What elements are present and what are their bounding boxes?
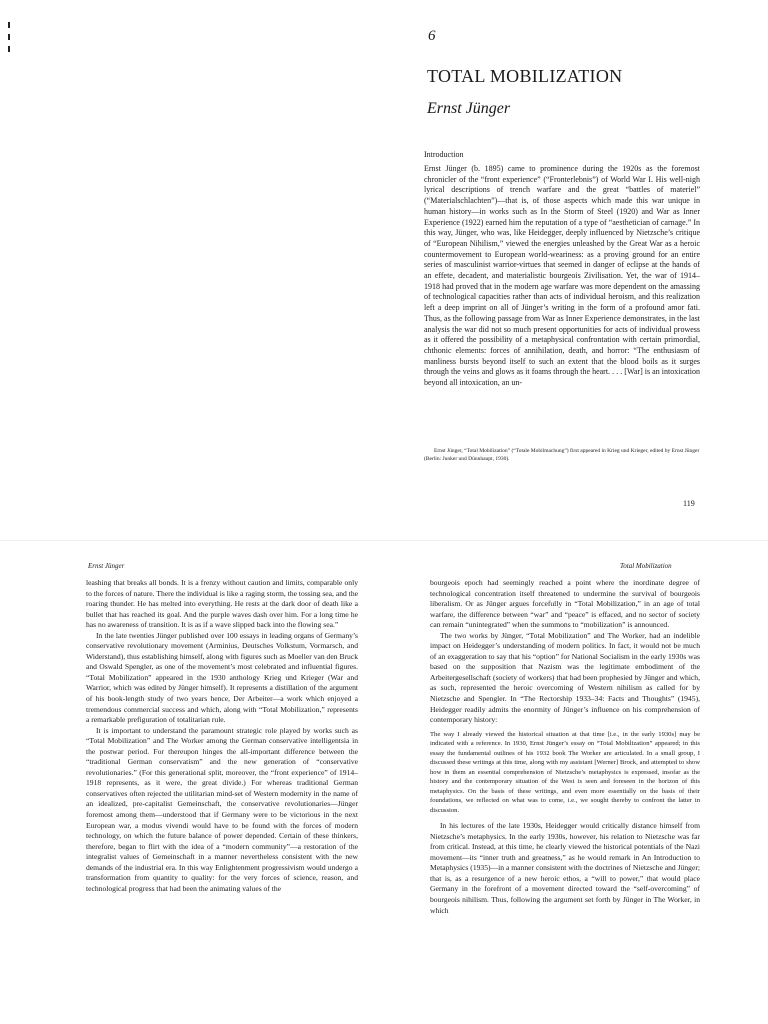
bottom-spread [0, 540, 768, 1024]
intro-body [424, 164, 700, 389]
page-number: 119 [683, 499, 695, 508]
footnote: Ernst Jünger, “Total Mobilization” (“Totale Mobilmachung”) first appeared in Krieg und Krieger, edited by Ernst Jünger (Berlin: Junker und Dünnhaupt, 1930). [424, 448, 700, 462]
running-head-right: Total Mobilization [620, 562, 672, 570]
intro-paragraph: Ernst Jünger (b. 1895) came to prominence during the 1920s as the foremost chronicler of the “front experience” (“Fronterlebnis”) of World War I. His well-nigh lyrical descriptions of trench warfare and the great “battles of materiel” (“Materialschlachten”)—that is, of those aspects which made this war unique in human history—in works such as In the Storm of Steel (1920) and War as Inner Experience (1922) earned him the reputation of a type of “aesthetician of carnage.” In this way, Jünger, who was, like Heidegger, deeply influenced by Nietzsche’s critique of “European Nihilism,” viewed the energies unleashed by the Great War as a heroic countermovement to European world-weariness: as a proving ground for an entire series of masculinist warrior-virtues that seemed in danger of eclipse at the hands of an effete, decadent, and materialistic bourgeois Zivilisation. Yet, the war of 1914–1918 had proved that in the modern age warfare was more dependent on the amassing of technological capacities rather than acts of individual heroism, and this realization left a deep imprint on all of Jünger’s writing in the form of a profound amor fati. Thus, as the following passage from War as Inner Experience demonstrates, in the last analysis the war did not so much present opportunities for acts of individual prowess as it offered the possibility of a metaphysical confrontation with certain primordial, chthonic elements: forces of annihilation, death, and horror: “The enthusiasm of manliness bursts beyond itself to such an extent that the blood boils as it surges through the veins and glows as it foams through the heart. . . . [War] is an intoxication beyond all intoxication, an un- [424, 164, 700, 388]
chapter-author: Ernst Jünger [427, 100, 511, 117]
right-page-body [430, 578, 700, 916]
running-head-left: Ernst Jünger [88, 562, 125, 570]
body-paragraph: In his lectures of the late 1930s, Heidegger would critically distance himself from Nietzsche’s metaphysics. In the early 1930s, however, his relation to Nietzsche was far from critical. Instead, at this time, he clearly viewed the historical potentials of the Nazi movement—its “inner truth and greatness,” as he would remark in An Introduction to Metaphysics (1935)—in a manner consistent with the doctrines of Nietzsche and Jünger; that is, as a resurgence of a new heroic ethos, a “will to power,” that would place Germany in the forefront of a movement directed toward the “self-overcoming” of bourgeois nihilism. Thus, following the argument set forth by Jünger in The Worker, in which [430, 821, 700, 915]
body-paragraph: leashing that breaks all bonds. It is a frenzy without caution and limits, comparable only to the forces of nature. There the individual is like a raging storm, the tossing sea, and the roaring thunder. He has melted into everything. He rests at the dark door of death like a bullet that has reached its goal. And the purple waves dash over him. For a long time he has no awareness of transition. It is as if a wave slipped back into the flowing sea.” [86, 578, 358, 630]
body-paragraph: It is important to understand the paramount strategic role played by works such as “Total Mobilization” and The Worker among the German conservative intelligentsia in the postwar period. For thereupon hinges the all-important difference between the “traditional German conservatism” and the new generation of “conservative revolutionaries.” (For this generational split, moreover, the “front experience” of 1914–1918 represents, as it were, the great divide.) For whereas traditional German conservatives often rejected the utilitarian mind-set of Western modernity in the name of an idealized, pre-capitalist Gemeinschaft, the conservative revolutionaries—Jünger foremost among them—understood that if Germany were to be victorious in the next European war, a modus vivendi would have to be found with the forces of modern technology, on which the future balance of power depended. Certain of these thinkers, therefore, began to flirt with the idea of a “modern community”—a restoration of the integralist values of Gemeinschaft in a manner nevertheless consistent with the new demands of the industrial era. In this way Enlightenment progressivism would undergo a transformation from quantity to quality: for the very forces of science, reason, and technological progress that had been the animating values of the [86, 725, 358, 893]
body-paragraph: bourgeois epoch had seemingly reached a point where the inordinate degree of technological concentration itself threatened to undermine the survival of bourgeois liberalism. Or as Jünger argues forcefully in “Total Mobilization,” in an age of total warfare, the difference between “war” and “peace” is effaced, and no sector of society can remain “unintegrated” when the summons to “mobilization” is announced. [430, 578, 700, 630]
page-divider [0, 540, 768, 541]
left-page-body [86, 578, 358, 894]
body-paragraph: In the late twenties Jünger published over 100 essays in leading organs of Germany’s conservative revolutionary movement (Arminius, Deutsches Volkstum, Vormarsch, and Widerstand), thus establishing himself, along with figures such as Moeller van den Bruck and Oswald Spengler, as one of the movement’s most celebrated and influential figures. “Total Mobilization” appeared in the 1930 anthology Krieg und Krieger (War and Warrior, which was edited by Jünger himself). It represents a distillation of the argument of his book-length study of two years hence, Der Arbeiter—a work which enjoyed a tremendous commercial success and which, along with “Total Mobilization,” represents a remarkable prefiguration of totalitarian rule. [86, 630, 358, 725]
chapter-title: TOTAL MOBILIZATION [427, 66, 623, 86]
chapter-number: 6 [428, 28, 436, 44]
binding-mark [6, 22, 12, 62]
body-paragraph: The two works by Jünger, “Total Mobilization” and The Worker, had an indelible impact on Heidegger’s understanding of modern politics. In fact, it would not be much of an exaggeration to say that his “option” for National Socialism in the early 1930s was based on the supposition that Nazism was the legitimate embodiment of the Arbeitergesellschaft (society of workers) that had been prophesied by Jünger and which, as such, represented the heroic overcoming of Western nihilism as called for by Nietzsche and Spengler. In “The Rectorship 1933–34: Facts and Thoughts” (1945), Heidegger readily admits the enormity of Jünger’s influence on his comprehension of contemporary history: [430, 630, 700, 725]
intro-heading: Introduction [424, 150, 464, 159]
block-quote: The way I already viewed the historical situation at that time [i.e., in the early 1930s] may be indicated with a reference. In 1930, Ernst Jünger’s essay on “Total Mobilization” appeared; in this essay the fundamental outlines of his 1932 book The Worker are articulated. In a small group, I discussed these writings at this time, along with my assistant [Werner] Brock, and attempted to show how in them an essential comprehension of Nietzsche’s metaphysics is expressed, insofar as the history and the contemporary situation of the West is seen and foreseen in the horizon of this metaphysics. On the basis of these writings, and even more essentially on the basis of their foundations, we reflected on what was to come, i.e., we sought thereby to confront the latter in discussion. [430, 730, 700, 814]
